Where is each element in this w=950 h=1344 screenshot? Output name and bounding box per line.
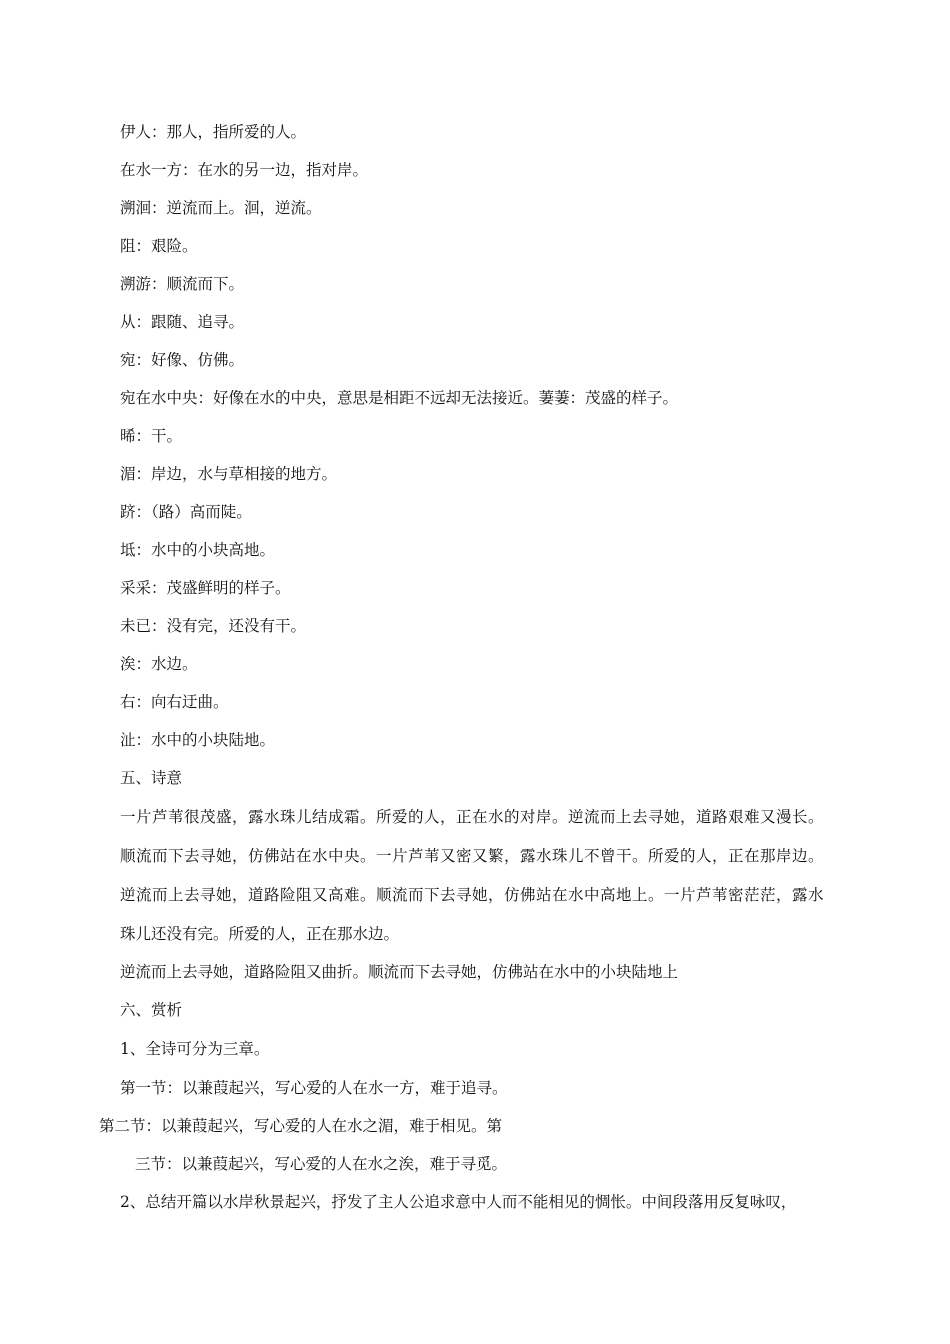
paragraph-line: 顺流而下去寻她，仿佛站在水中央。一片芦苇又密又繁，露水珠儿不曾干。所爱的人，正在那岸边。 — [120, 847, 825, 865]
glossary-line: 溯游：顺流而下。 — [120, 275, 245, 293]
list-item: 2、总结开篇以水岸秋景起兴，抒发了主人公追求意中人而不能相见的惆怅。中间段落用反复咏叹， — [120, 1193, 797, 1211]
glossary-line: 宛在水中央：好像在水的中央，意思是相距不远却无法接近。萋萋：茂盛的样子。 — [120, 389, 679, 407]
glossary-line: 跻：（路）高而陡。 — [120, 503, 252, 521]
paragraph-line: 珠儿还没有完。所爱的人，正在那水边。 — [120, 925, 400, 943]
glossary-line: 湄：岸边，水与草相接的地方。 — [120, 465, 338, 483]
glossary-line: 涘：水边。 — [120, 655, 198, 673]
verse-note: 第二节：以兼葭起兴，写心爱的人在水之湄，难于相见。第 — [99, 1117, 503, 1135]
glossary-line: 坻：水中的小块高地。 — [120, 541, 276, 559]
paragraph-line: 一片芦苇很茂盛，露水珠儿结成霜。所爱的人，正在水的对岸。逆流而上去寻她，道路艰难又漫长。 — [120, 808, 825, 826]
verse-note: 第一节：以兼葭起兴，写心爱的人在水一方，难于追寻。 — [120, 1079, 508, 1097]
glossary-line: 右：向右迂曲。 — [120, 693, 229, 711]
glossary-line: 晞：干。 — [120, 427, 183, 445]
section-heading: 五、诗意 — [120, 769, 183, 787]
verse-note: 三节：以兼葭起兴，写心爱的人在水之涘，难于寻觅。 — [135, 1155, 508, 1173]
glossary-line: 沚：水中的小块陆地。 — [120, 731, 276, 749]
glossary-line: 阻：艰险。 — [120, 237, 198, 255]
glossary-line: 溯洄：逆流而上。洄，逆流。 — [120, 199, 322, 217]
paragraph-line: 逆流而上去寻她，道路险阻又高难。顺流而下去寻她，仿佛站在水中高地上。一片芦苇密茫茫，露水 — [120, 886, 825, 904]
section-heading: 六、赏析 — [120, 1001, 183, 1019]
glossary-line: 伊人：那人，指所爱的人。 — [120, 123, 307, 141]
glossary-line: 在水一方：在水的另一边，指对岸。 — [120, 161, 369, 179]
glossary-line: 采采：茂盛鲜明的样子。 — [120, 579, 291, 597]
list-item: 1、全诗可分为三章。 — [120, 1040, 270, 1058]
glossary-line: 未已：没有完，还没有干。 — [120, 617, 307, 635]
glossary-line: 宛：好像、仿佛。 — [120, 351, 245, 369]
paragraph-line: 逆流而上去寻她，道路险阻又曲折。顺流而下去寻她，仿佛站在水中的小块陆地上 — [120, 963, 679, 981]
glossary-line: 从：跟随、追寻。 — [120, 313, 245, 331]
